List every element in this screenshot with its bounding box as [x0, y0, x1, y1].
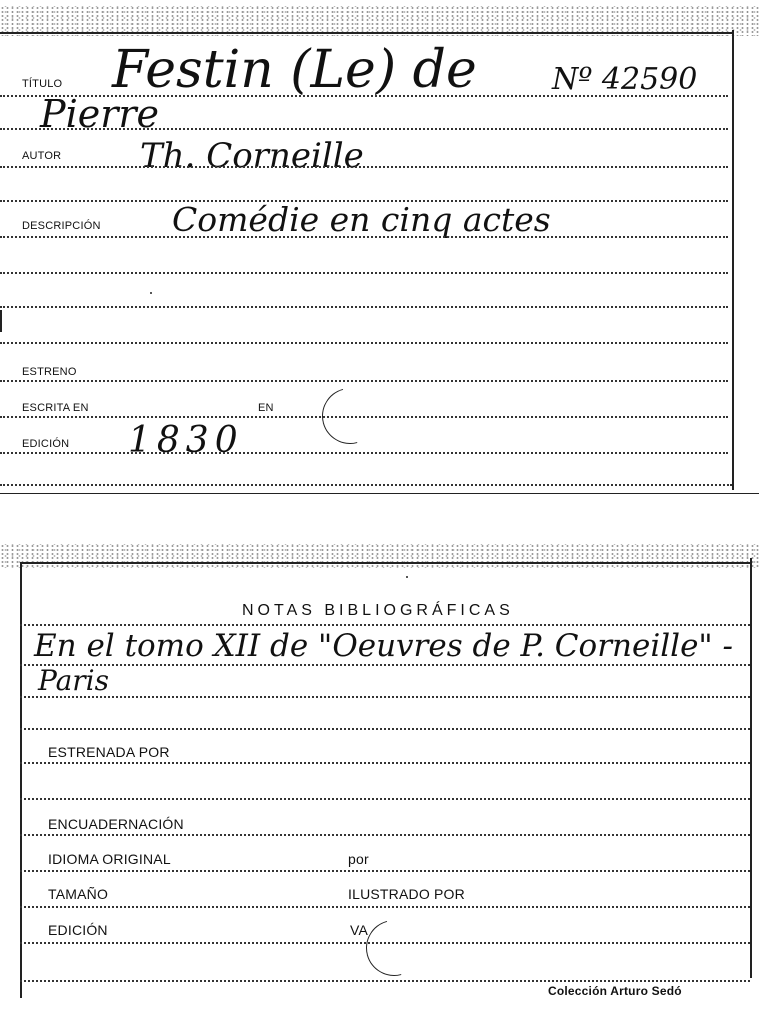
idioma-label: IDIOMA ORIGINAL — [48, 851, 171, 867]
card-right-border — [732, 30, 734, 490]
torn-top-edge-2 — [0, 544, 759, 568]
coleccion-credit: Colección Arturo Sedó — [548, 984, 682, 998]
titulo-value-cont: Pierre — [40, 92, 160, 136]
estreno-label: ESTRENO — [22, 366, 77, 378]
ilustrado-label: ILUSTRADO POR — [348, 886, 465, 902]
estrenada-por-label: ESTRENADA POR — [48, 744, 170, 760]
edicion-line — [0, 452, 728, 454]
tamano-line — [20, 906, 750, 908]
notas-line-2 — [20, 696, 750, 698]
autor-value: Th. Corneille — [140, 136, 364, 176]
encuadernacion-line — [20, 834, 750, 836]
idioma-line — [20, 870, 750, 872]
titulo-value: Festin (Le) de — [112, 40, 477, 100]
descripcion-value: Comédie en cinq actes — [172, 200, 551, 239]
card-divider — [0, 493, 759, 494]
en-label: EN — [258, 402, 274, 414]
left-tick — [0, 310, 2, 332]
notas-line-1 — [20, 664, 750, 666]
notas-line-3 — [20, 728, 750, 730]
card2-bottom-line — [20, 980, 750, 982]
card2-left-border — [20, 562, 22, 998]
tamano-label: TAMAÑO — [48, 886, 109, 902]
card2-top-line — [20, 562, 752, 564]
blank-line-4 — [0, 342, 728, 344]
estreno-line — [0, 380, 728, 382]
descripcion-line — [0, 236, 728, 238]
edicion-label: EDICIÓN — [22, 438, 70, 450]
escrita-en-label: ESCRITA EN — [22, 402, 89, 414]
punch-hole — [312, 378, 388, 454]
card-top-line — [0, 32, 732, 34]
catalog-card-back — [0, 540, 759, 1028]
card2-right-border — [750, 558, 752, 978]
catalog-card-front — [0, 0, 759, 495]
ink-speck — [150, 292, 152, 294]
notas-value-line1: En el tomo XII de "Oeuvres de P. Corneille" - — [34, 628, 733, 664]
titulo-label: TÍTULO — [22, 78, 63, 90]
blank-line-3 — [0, 306, 728, 308]
notas-line-0 — [20, 624, 750, 626]
titulo-line-2 — [0, 128, 728, 130]
card-number: Nº 42590 — [552, 62, 698, 97]
autor-label: AUTOR — [22, 150, 62, 162]
estrenada-line — [20, 762, 750, 764]
card-bottom-line — [0, 484, 732, 486]
ink-speck-2 — [406, 576, 408, 578]
encuadernacion-label: ENCUADERNACIÓN — [48, 816, 184, 832]
autor-line — [0, 166, 728, 168]
notas-heading: NOTAS BIBLIOGRÁFICAS — [242, 602, 514, 619]
edicion-value: 1830 — [128, 420, 244, 461]
notas-value-line2: Paris — [38, 664, 109, 697]
va-label: VA — [350, 922, 369, 938]
edicion2-label: EDICIÓN — [48, 922, 108, 938]
blank-line-5 — [20, 798, 750, 800]
por-label: por — [348, 851, 369, 867]
blank-line-2 — [0, 272, 728, 274]
descripcion-label: DESCRIPCIÓN — [22, 220, 101, 232]
